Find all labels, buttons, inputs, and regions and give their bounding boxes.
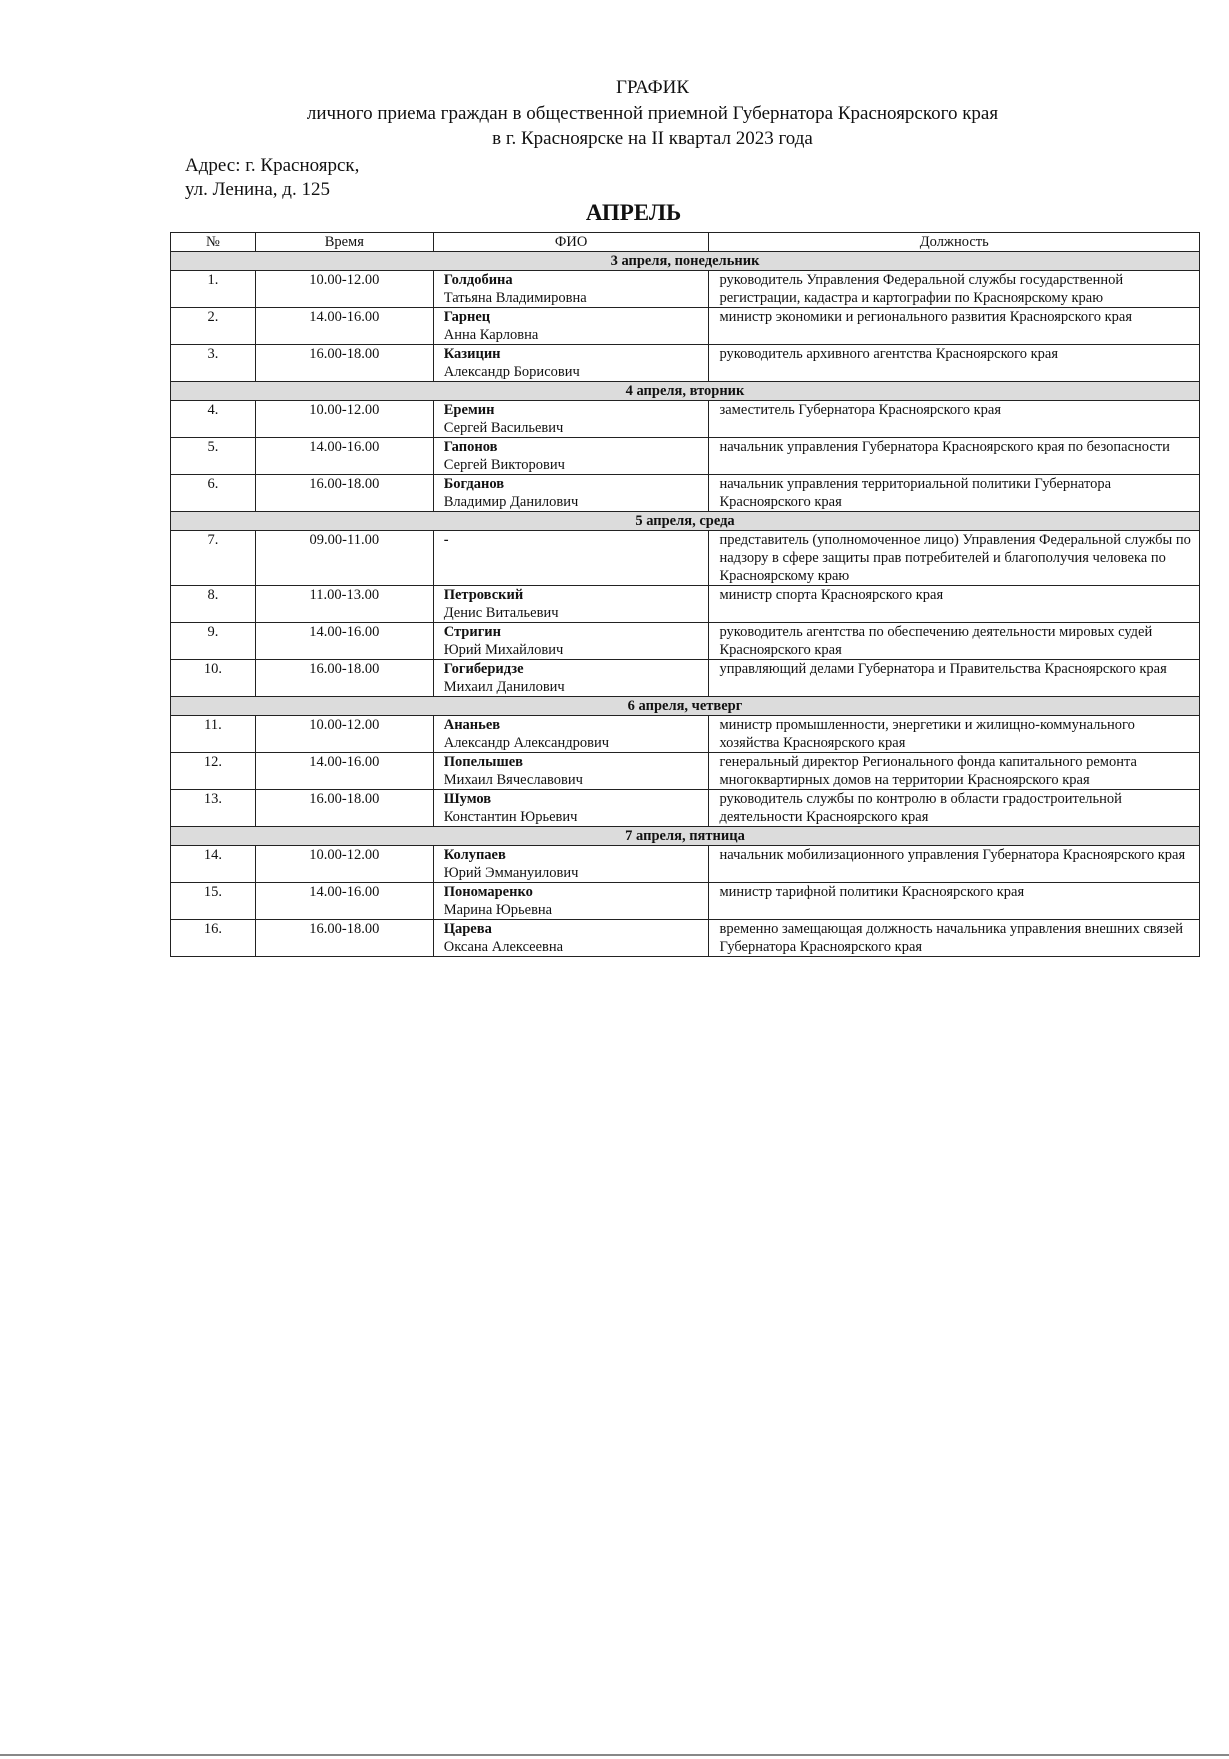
table-row xyxy=(171,920,1200,957)
official-surname: Царева xyxy=(443,921,492,937)
official-given-names: Владимир Данилович xyxy=(443,494,579,510)
row-position: министр спорта Красноярского края xyxy=(709,586,1200,623)
official-surname: Гапонов xyxy=(443,439,498,455)
row-number: 10. xyxy=(171,660,256,697)
row-position: управляющий делами Губернатора и Правительства Красноярского края xyxy=(709,660,1200,697)
row-fio xyxy=(433,345,709,382)
row-number: 1. xyxy=(171,271,256,308)
row-time: 16.00-18.00 xyxy=(255,920,433,957)
row-number: 14. xyxy=(171,846,256,883)
column-header-time: Время xyxy=(255,233,433,252)
official-given-names: Денис Витальевич xyxy=(443,605,559,621)
official-surname: Петровский xyxy=(443,587,524,603)
table-row xyxy=(171,438,1200,475)
row-fio xyxy=(433,586,709,623)
row-time: 14.00-16.00 xyxy=(255,883,433,920)
table-row xyxy=(171,846,1200,883)
row-position: министр экономики и регионального развития Красноярского края xyxy=(709,308,1200,345)
document-subtitle: личного приема граждан в общественной приемной Губернатора Красноярского края xyxy=(306,103,999,124)
row-time: 10.00-12.00 xyxy=(255,271,433,308)
address-line-city: Адрес: г. Красноярск, xyxy=(185,155,360,176)
row-position: начальник управления Губернатора Красноярского края по безопасности xyxy=(709,438,1200,475)
row-time: 11.00-13.00 xyxy=(255,586,433,623)
row-fio xyxy=(433,531,709,586)
official-surname: Гарнец xyxy=(443,309,491,325)
official-surname: Шумов xyxy=(443,791,492,807)
official-surname: Пономаренко xyxy=(443,884,533,900)
row-fio xyxy=(433,716,709,753)
official-given-names: Марина Юрьевна xyxy=(443,902,553,918)
table-row xyxy=(171,716,1200,753)
table-header-row xyxy=(171,233,1200,252)
row-position: заместитель Губернатора Красноярского края xyxy=(709,401,1200,438)
official-given-names: Оксана Алексеевна xyxy=(443,939,564,955)
official-given-names: Анна Карловна xyxy=(443,327,539,343)
row-time: 10.00-12.00 xyxy=(255,716,433,753)
row-position: министр тарифной политики Красноярского края xyxy=(709,883,1200,920)
official-surname: Стригин xyxy=(443,624,502,640)
row-position: руководитель агентства по обеспечению деятельности мировых судей Красноярского края xyxy=(709,623,1200,660)
table-row xyxy=(171,401,1200,438)
row-time: 09.00-11.00 xyxy=(255,531,433,586)
row-position: руководитель Управления Федеральной службы государственной регистрации, кадастра и картографии по Красноярскому краю xyxy=(709,271,1200,308)
official-given-names: Татьяна Владимировна xyxy=(443,290,587,306)
row-time: 16.00-18.00 xyxy=(255,660,433,697)
row-number: 13. xyxy=(171,790,256,827)
day-header-row xyxy=(171,827,1200,846)
table-row xyxy=(171,475,1200,512)
official-given-names: Сергей Васильевич xyxy=(443,420,564,436)
row-position: начальник мобилизационного управления Губернатора Красноярского края xyxy=(709,846,1200,883)
table-row xyxy=(171,271,1200,308)
document-subtitle-period: в г. Красноярске на II квартал 2023 года xyxy=(492,128,813,149)
row-position: руководитель архивного агентства Красноярского края xyxy=(709,345,1200,382)
row-number: 12. xyxy=(171,753,256,790)
official-given-names: Сергей Викторович xyxy=(443,457,565,473)
row-time: 10.00-12.00 xyxy=(255,401,433,438)
row-time: 14.00-16.00 xyxy=(255,308,433,345)
day-header-row xyxy=(171,382,1200,401)
row-fio xyxy=(433,271,709,308)
official-surname: Еремин xyxy=(443,402,495,418)
row-time: 16.00-18.00 xyxy=(255,790,433,827)
schedule-body xyxy=(171,252,1200,957)
official-given-names: Юрий Михайлович xyxy=(443,642,564,658)
row-fio xyxy=(433,753,709,790)
row-fio xyxy=(433,308,709,345)
day-label: 3 апреля, понедельник xyxy=(171,252,1200,271)
address-line-street: ул. Ленина, д. 125 xyxy=(185,179,330,200)
row-fio xyxy=(433,920,709,957)
row-number: 9. xyxy=(171,623,256,660)
row-fio xyxy=(433,846,709,883)
row-fio xyxy=(433,623,709,660)
row-number: 3. xyxy=(171,345,256,382)
official-given-names: Михаил Данилович xyxy=(443,679,565,695)
row-time: 10.00-12.00 xyxy=(255,846,433,883)
row-number: 4. xyxy=(171,401,256,438)
official-given-names: Константин Юрьевич xyxy=(443,809,578,825)
official-given-names: Александр Александрович xyxy=(443,735,610,751)
schedule-table xyxy=(170,232,1200,957)
official-surname: - xyxy=(443,532,449,548)
official-surname: Колупаев xyxy=(443,847,506,863)
official-surname: Гогиберидзе xyxy=(443,661,524,677)
row-fio xyxy=(433,401,709,438)
row-fio xyxy=(433,883,709,920)
row-fio xyxy=(433,475,709,512)
row-position: представитель (уполномоченное лицо) Управления Федеральной службы по надзору в сфере защиты прав потребителей и благополучия человека по Красноярскому краю xyxy=(709,531,1200,586)
day-label: 5 апреля, среда xyxy=(171,512,1200,531)
document-title: ГРАФИК xyxy=(615,77,690,98)
row-number: 11. xyxy=(171,716,256,753)
row-fio xyxy=(433,790,709,827)
official-surname: Казицин xyxy=(443,346,501,362)
row-time: 14.00-16.00 xyxy=(255,438,433,475)
row-time: 16.00-18.00 xyxy=(255,345,433,382)
row-time: 14.00-16.00 xyxy=(255,623,433,660)
row-position: начальник управления территориальной политики Губернатора Красноярского края xyxy=(709,475,1200,512)
row-time: 14.00-16.00 xyxy=(255,753,433,790)
day-label: 4 апреля, вторник xyxy=(171,382,1200,401)
table-row xyxy=(171,753,1200,790)
column-header-fio: ФИО xyxy=(433,233,709,252)
day-header-row xyxy=(171,697,1200,716)
row-number: 16. xyxy=(171,920,256,957)
table-row xyxy=(171,531,1200,586)
row-fio xyxy=(433,660,709,697)
row-number: 15. xyxy=(171,883,256,920)
official-surname: Голдобина xyxy=(443,272,513,288)
day-label: 7 апреля, пятница xyxy=(171,827,1200,846)
column-header-num: № xyxy=(171,233,256,252)
day-header-row xyxy=(171,512,1200,531)
table-row xyxy=(171,586,1200,623)
day-header-row xyxy=(171,252,1200,271)
official-surname: Попелышев xyxy=(443,754,524,770)
official-given-names: Михаил Вячеславович xyxy=(443,772,583,788)
row-position: временно замещающая должность начальника управления внешних связей Губернатора Красноярского края xyxy=(709,920,1200,957)
table-row xyxy=(171,790,1200,827)
row-time: 16.00-18.00 xyxy=(255,475,433,512)
day-label: 6 апреля, четверг xyxy=(171,697,1200,716)
row-number: 5. xyxy=(171,438,256,475)
table-row xyxy=(171,345,1200,382)
row-position: министр промышленности, энергетики и жилищно-коммунального хозяйства Красноярского края xyxy=(709,716,1200,753)
row-number: 7. xyxy=(171,531,256,586)
row-number: 8. xyxy=(171,586,256,623)
column-header-position: Должность xyxy=(709,233,1200,252)
scan-edge-line xyxy=(0,1754,1229,1756)
row-number: 2. xyxy=(171,308,256,345)
official-surname: Богданов xyxy=(443,476,505,492)
table-row xyxy=(171,308,1200,345)
table-row xyxy=(171,883,1200,920)
row-number: 6. xyxy=(171,475,256,512)
official-surname: Ананьев xyxy=(443,717,501,733)
official-given-names: Александр Борисович xyxy=(443,364,580,380)
month-heading: АПРЕЛЬ xyxy=(585,200,682,225)
table-row xyxy=(171,660,1200,697)
row-fio xyxy=(433,438,709,475)
row-position: генеральный директор Регионального фонда капитального ремонта многоквартирных домов на территории Красноярского края xyxy=(709,753,1200,790)
official-given-names: Юрий Эммануилович xyxy=(443,865,579,881)
table-row xyxy=(171,623,1200,660)
row-position: руководитель службы по контролю в области градостроительной деятельности Красноярского края xyxy=(709,790,1200,827)
